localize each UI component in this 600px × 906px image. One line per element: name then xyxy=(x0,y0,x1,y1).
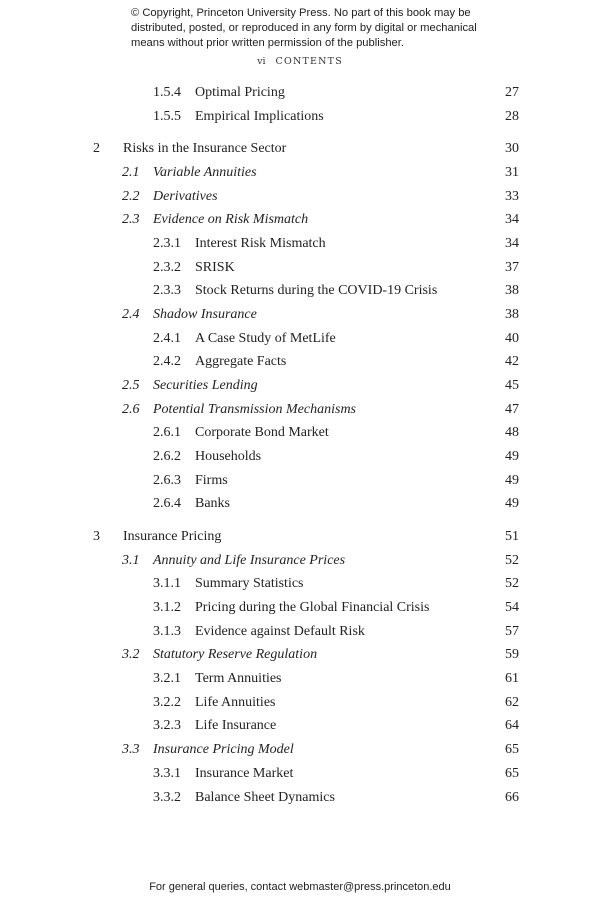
entry-title: Optimal Pricing xyxy=(195,85,285,100)
toc-entry-section[interactable] xyxy=(0,208,600,232)
entry-title: Banks xyxy=(195,496,230,512)
entry-title: Aggregate Facts xyxy=(195,354,287,370)
entry-page: 52 xyxy=(505,576,519,592)
entry-number: 3.1.3 xyxy=(153,623,181,639)
entry-page: 49 xyxy=(505,449,519,465)
entry-title: Evidence against Default Risk xyxy=(195,623,365,639)
entry-number: 2.6.2 xyxy=(153,449,181,465)
entry-title: A Case Study of MetLife xyxy=(195,330,336,346)
entry-page: 42 xyxy=(505,354,519,370)
entry-page: 47 xyxy=(505,401,519,417)
entry-number: 2.4 xyxy=(122,306,140,322)
toc-entry-subsection[interactable] xyxy=(0,350,600,374)
entry-page: 48 xyxy=(505,425,519,441)
entry-page: 27 xyxy=(505,85,519,100)
entry-title: Corporate Bond Market xyxy=(195,425,329,441)
entry-title: Insurance Pricing xyxy=(123,528,222,544)
toc-entry-subsection[interactable] xyxy=(0,469,600,493)
entry-title: Derivatives xyxy=(153,188,218,204)
entry-title: Risks in the Insurance Sector xyxy=(123,141,287,157)
entry-number: 3.1.2 xyxy=(153,600,181,616)
entry-page: 65 xyxy=(505,742,519,758)
table-of-contents xyxy=(0,81,600,809)
entry-page: 37 xyxy=(505,259,519,275)
entry-title: Securities Lending xyxy=(153,378,258,394)
toc-entry-chapter[interactable] xyxy=(0,525,600,549)
entry-number: 3.3 xyxy=(122,742,140,758)
entry-title: Variable Annuities xyxy=(153,164,257,180)
toc-entry-subsection[interactable] xyxy=(0,714,600,738)
entry-number: 2.3.3 xyxy=(153,283,181,299)
toc-entry-subsection[interactable] xyxy=(0,492,600,516)
entry-number: 3.2.1 xyxy=(153,671,181,687)
entry-title: Annuity and Life Insurance Prices xyxy=(153,552,346,568)
entry-page: 62 xyxy=(505,694,519,710)
toc-entry-section[interactable] xyxy=(0,185,600,209)
entry-number: 3.2 xyxy=(122,647,140,663)
entry-page: 66 xyxy=(505,789,519,805)
entry-number: 3.2.3 xyxy=(153,718,181,734)
entry-page: 54 xyxy=(505,600,519,616)
toc-entry-subsection[interactable] xyxy=(0,596,600,620)
entry-number: 2.3.2 xyxy=(153,259,181,275)
entry-title: Pricing during the Global Financial Crisis xyxy=(195,600,430,616)
entry-number: 2.1 xyxy=(122,164,140,180)
entry-number: 1.5.5 xyxy=(153,108,181,124)
entry-page: 49 xyxy=(505,472,519,488)
entry-page: 38 xyxy=(505,283,519,299)
toc-entry-subsection[interactable] xyxy=(0,105,600,129)
entry-title: Potential Transmission Mechanisms xyxy=(153,401,357,417)
entry-number: 3.3.1 xyxy=(153,765,181,781)
entry-title: Evidence on Risk Mismatch xyxy=(153,212,309,228)
entry-title: Interest Risk Mismatch xyxy=(195,235,326,251)
entry-page: 33 xyxy=(505,188,519,204)
entry-number: 2.3.1 xyxy=(153,235,181,251)
entry-number: 2 xyxy=(93,141,100,157)
entry-title: Households xyxy=(195,449,262,465)
toc-entry-section[interactable] xyxy=(0,398,600,422)
toc-entry-subsection[interactable] xyxy=(0,81,600,105)
entry-page: 30 xyxy=(505,141,519,157)
entry-page: 31 xyxy=(505,164,519,180)
entry-title: Empirical Implications xyxy=(195,108,324,124)
entry-title: Balance Sheet Dynamics xyxy=(195,789,335,805)
entry-title: Summary Statistics xyxy=(195,576,304,592)
toc-entry-section[interactable] xyxy=(0,374,600,398)
entry-number: 2.2 xyxy=(122,188,140,204)
toc-entry-subsection[interactable] xyxy=(0,421,600,445)
footer-contact: For general queries, contact webmaster@press.princeton.edu xyxy=(149,881,451,893)
toc-entry-chapter[interactable] xyxy=(0,137,600,161)
toc-entry-section[interactable] xyxy=(0,303,600,327)
entry-number: 2.6.3 xyxy=(153,472,181,488)
entry-number: 2.4.2 xyxy=(153,354,181,370)
page-number: vi xyxy=(257,56,266,67)
entry-page: 64 xyxy=(505,718,519,734)
running-head xyxy=(0,56,600,67)
entry-title: Insurance Market xyxy=(195,765,294,781)
entry-number: 1.5.4 xyxy=(153,85,181,100)
entry-page: 40 xyxy=(505,330,519,346)
toc-entry-section[interactable] xyxy=(0,161,600,185)
entry-page: 61 xyxy=(505,671,519,687)
entry-number: 2.6.1 xyxy=(153,425,181,441)
entry-page: 51 xyxy=(505,528,519,544)
entry-title: SRISK xyxy=(195,259,235,275)
entry-number: 3.3.2 xyxy=(153,789,181,805)
entry-page: 28 xyxy=(505,108,519,124)
running-head-title: CONTENTS xyxy=(275,56,343,67)
toc-entry-section[interactable] xyxy=(0,738,600,762)
toc-entry-subsection[interactable] xyxy=(0,572,600,596)
entry-page: 34 xyxy=(505,235,519,251)
toc-entry-subsection[interactable] xyxy=(0,620,600,644)
entry-number: 2.6.4 xyxy=(153,496,181,512)
entry-title: Statutory Reserve Regulation xyxy=(153,647,318,663)
entry-title: Shadow Insurance xyxy=(153,306,257,322)
toc-entry-section[interactable] xyxy=(0,643,600,667)
entry-number: 2.4.1 xyxy=(153,330,181,346)
toc-entry-section[interactable] xyxy=(0,549,600,573)
toc-entry-subsection[interactable] xyxy=(0,256,600,280)
entry-page: 34 xyxy=(505,212,519,228)
entry-number: 3 xyxy=(93,528,100,544)
entry-page: 65 xyxy=(505,765,519,781)
entry-page: 59 xyxy=(505,647,519,663)
toc-entry-subsection[interactable] xyxy=(0,279,600,303)
entry-page: 45 xyxy=(505,378,519,394)
entry-number: 2.3 xyxy=(122,212,140,228)
entry-page: 57 xyxy=(505,623,519,639)
entry-page: 49 xyxy=(505,496,519,512)
entry-title: Term Annuities xyxy=(195,671,282,687)
toc-entry-subsection[interactable] xyxy=(0,232,600,256)
entry-number: 3.2.2 xyxy=(153,694,181,710)
toc-entry-subsection[interactable] xyxy=(0,786,600,810)
toc-entry-subsection[interactable] xyxy=(0,762,600,786)
entry-title: Life Annuities xyxy=(195,694,276,710)
entry-number: 3.1.1 xyxy=(153,576,181,592)
entry-title: Life Insurance xyxy=(195,718,277,734)
toc-entry-subsection[interactable] xyxy=(0,691,600,715)
entry-page: 52 xyxy=(505,552,519,568)
entry-number: 3.1 xyxy=(122,552,140,568)
entry-title: Stock Returns during the COVID-19 Crisis xyxy=(195,283,438,299)
entry-number: 2.5 xyxy=(122,378,140,394)
entry-title: Firms xyxy=(195,472,228,488)
entry-number: 2.6 xyxy=(122,401,140,417)
toc-entry-subsection[interactable] xyxy=(0,667,600,691)
toc-entry-subsection[interactable] xyxy=(0,327,600,351)
entry-page: 38 xyxy=(505,306,519,322)
toc-entry-subsection[interactable] xyxy=(0,445,600,469)
entry-title: Insurance Pricing Model xyxy=(153,742,294,758)
copyright-notice: © Copyright, Princeton University Press. No part of this book may be distributed, posted, or reproduced in any form by digital or mechanical means without prior written permission of the publisher. xyxy=(131,7,477,49)
